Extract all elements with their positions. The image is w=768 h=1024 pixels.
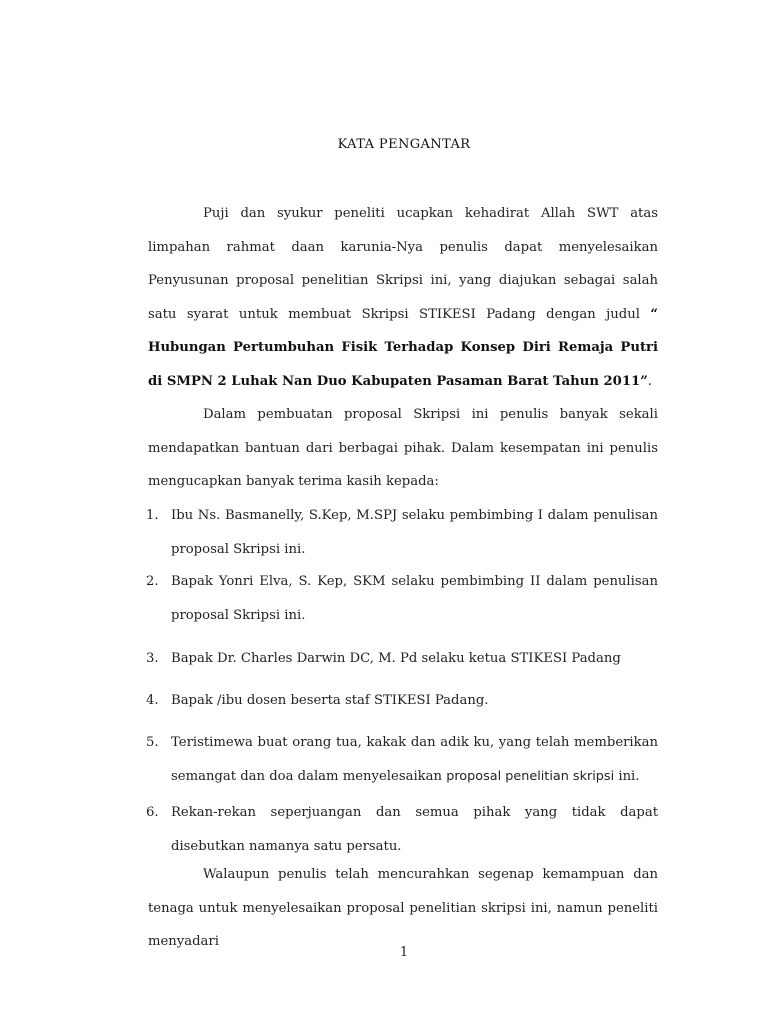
list-item-text-end: ini. bbox=[614, 768, 640, 784]
list-item-text: Bapak /ibu dosen beserta staf STIKESI Padang. bbox=[171, 693, 489, 708]
list-item-number: 2. bbox=[146, 574, 159, 589]
paragraph-intro-text: Puji dan syukur peneliti ucapkan kehadirat Allah SWT atas limpahan rahmat daan karunia-Nya penulis dapat menyelesaikan Penyusunan proposal penelitian Skripsi ini, yang diajukan sebagai salah satu syarat untuk membuat Skripsi STIKESI Padang dengan judul bbox=[148, 206, 658, 322]
list-item bbox=[148, 499, 658, 566]
list-item-text: Bapak Dr. Charles Darwin DC, M. Pd selaku ketua STIKESI Padang bbox=[171, 651, 621, 666]
page-number: 1 bbox=[399, 945, 409, 960]
paragraph-closing: Walaupun penulis telah mencurahkan segenap kemampuan dan tenaga untuk menyelesaikan proposal penelitian skripsi ini, namun peneliti menyadari bbox=[148, 867, 658, 949]
list-item-number: 1. bbox=[146, 508, 159, 523]
list-item-text: Bapak Yonri Elva, S. Kep, SKM selaku pembimbing II dalam penulisan proposal Skripsi ini. bbox=[171, 574, 658, 623]
list-item-number: 4. bbox=[146, 693, 159, 708]
list-item-text-sans: proposal penelitian skripsi bbox=[446, 768, 615, 784]
list-item-text: Rekan-rekan seperjuangan dan semua pihak yang tidak dapat disebutkan namanya satu persatu. bbox=[171, 805, 658, 854]
list-item-text-main: Teristimewa buat orang tua, kakak dan adik ku, yang telah memberikan semangat dan doa dalam menyelesaikan bbox=[171, 735, 658, 784]
list-item bbox=[148, 726, 658, 793]
list-item bbox=[148, 565, 658, 632]
list-item-number: 6. bbox=[146, 805, 159, 820]
list-item-number: 3. bbox=[146, 651, 159, 666]
paragraph-intro-end: . bbox=[647, 373, 652, 389]
list-item bbox=[148, 796, 658, 863]
paragraph-intro bbox=[148, 197, 658, 398]
list-item-text bbox=[148, 726, 658, 793]
list-item bbox=[148, 684, 658, 718]
research-title: “ Hubungan Pertumbuhan Fisik Terhadap Konsep Diri Remaja Putri di SMPN 2 Luhak Nan Duo Kabupaten Pasaman Barat Tahun 2011” bbox=[148, 306, 658, 389]
list-item bbox=[148, 642, 658, 676]
paragraph-acknowledgement: Dalam pembuatan proposal Skripsi ini penulis banyak sekali mendapatkan bantuan dari berbagai pihak. Dalam kesempatan ini penulis mengucapkan banyak terima kasih kepada: bbox=[148, 407, 658, 489]
page-title: KATA PENGANTAR bbox=[337, 137, 471, 152]
list-item-number: 5. bbox=[146, 735, 159, 750]
list-item-text: Ibu Ns. Basmanelly, S.Kep, M.SPJ selaku pembimbing I dalam penulisan proposal Skripsi ini. bbox=[171, 508, 658, 557]
